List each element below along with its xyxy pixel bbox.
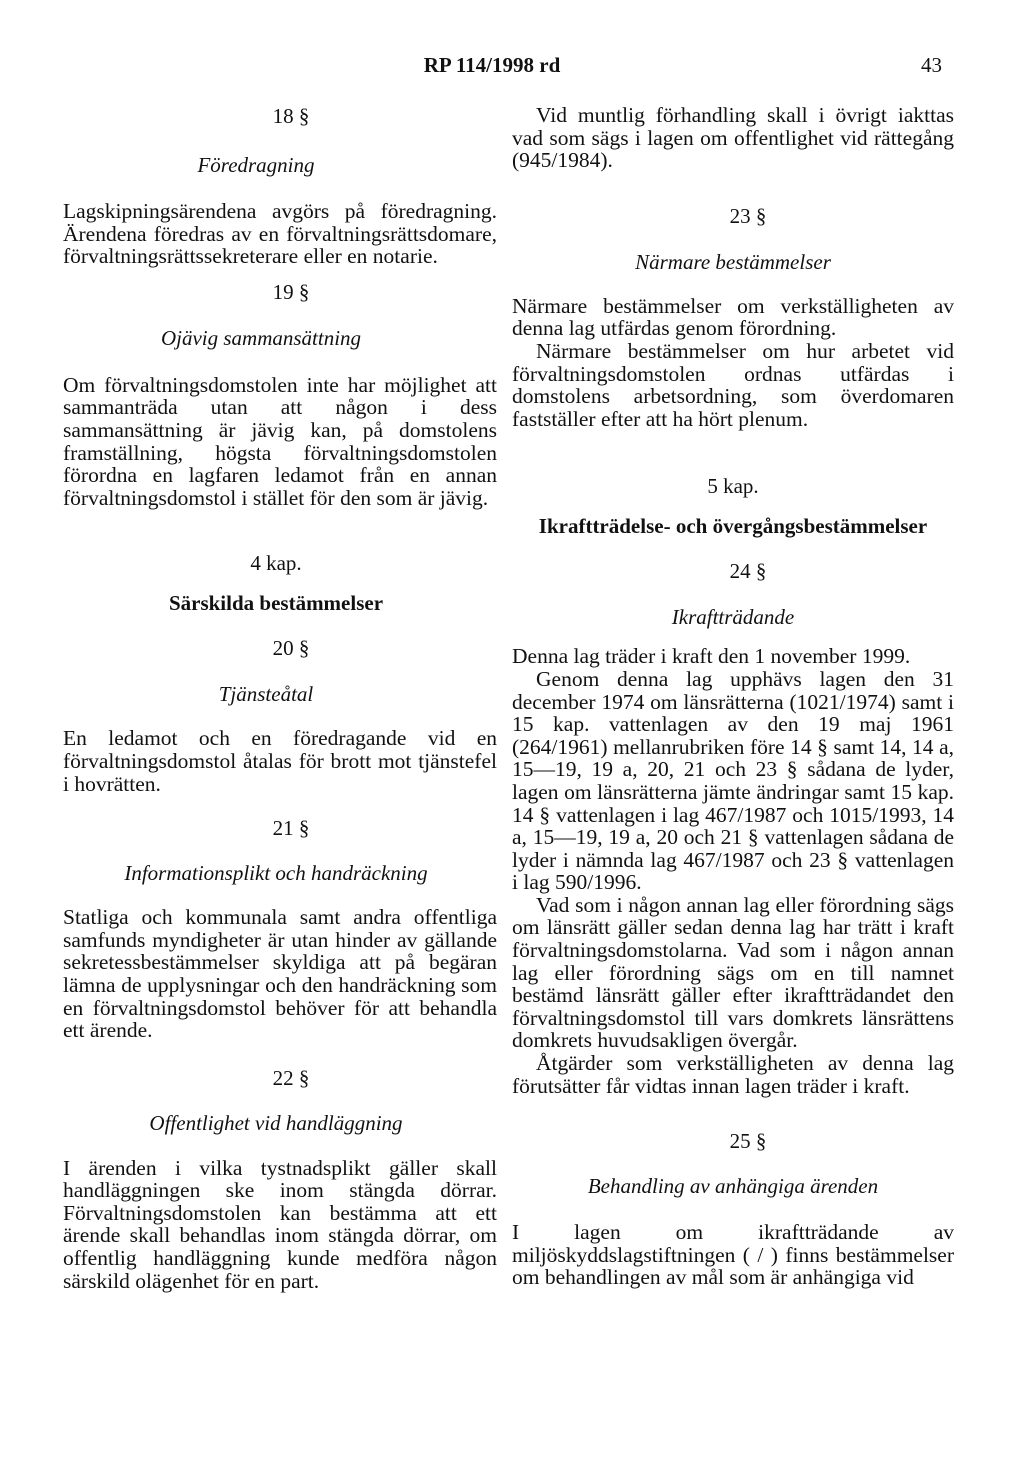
section-18-title: Föredragning [197,153,315,177]
section-22-title: Offentlighet vid handläggning [149,1110,403,1135]
section-23-number: 23 § [729,203,767,228]
section-19-paragraph: Om förvaltningsdomstolen inte har möjlighet att sammanträda utan att någon i dess sammansättning är jävig kan, på domstolens framställning, högsta förvaltningsdomstolen förordna en lagfaren ledamot från en annan förvaltningsdomstol i stället för den som är jävig. [63,372,497,510]
left-column [55,104,497,1292]
section-24-paragraph-4: Åtgärder som verkställigheten av denna lag förutsätter får vidtas innan lagen träder i kraft. [512,1051,954,1098]
chapter-5-title: Ikraftträdelse- och övergångsbestämmelser [538,514,928,539]
section-24-paragraph-3: Vad som i någon annan lag eller förordning sägs om länsrätt gäller sedan denna lag har trätt i kraft förvaltningsdomstolarna. Vad som i någon annan lag eller förordning sägs om en till namnet bestämd länsrätt gäller efter ikraftträdandet den förvaltningsdomstol till vars domkrets länsrättens domkrets huvudsakligen övergår. [512,892,954,1053]
document-id: RP 114/1998 rd [423,53,561,77]
section-20-title: Tjänsteåtal [218,682,314,707]
section-24-paragraph-1: Denna lag träder i kraft den 1 november 1999. [512,644,911,669]
section-24-paragraph-2: Genom denna lag upphävs lagen den 31 december 1974 om länsrätterna (1021/1974) samt i 15 kap. vattenlagen av den 19 maj 1961 (264/1961) mellanrubriken före 14 § samt 14, 14 a, 15—19, 19 a, 20, 21 och 23 § sådana de lyder, lagen om länsrätterna jämte ändringar samt 15 kap. 14 § vattenlagen i lag 467/1987 och 1015/1993, 14 a, 15—19, 19 a, 20 och 21 § vattenlagen sådana de lyder i nämnda lag 467/1987 och 23 § vattenlagen i lag 590/1996. [512,666,954,895]
section-19-title: Ojävig sammansättning [160,325,362,350]
section-18-number: 18 § [272,104,310,128]
section-21-title: Informationsplikt och handräckning [124,861,428,886]
section-25-title: Behandling av anhängiga ärenden [587,1174,879,1199]
section-23-title: Närmare bestämmelser [635,249,831,274]
chapter-4-title: Särskilda bestämmelser [168,591,384,616]
chapter-5-number: 5 kap. [707,474,759,499]
section-21-number: 21 § [272,816,310,841]
section-21-paragraph: Statliga och kommunala samt andra offentliga samfunds myndigheter är utan hinder av gällande sekretessbestämmelser skyldiga att på begäran lämna de upplysningar och den handräckning som en förvaltningsdomstol behöver för att behandla ett ärende. [63,905,497,1043]
page-header [0,52,1024,82]
section-18-paragraph: Lagskipningsärendena avgörs på föredragning. Ärendena föredras av en förvaltningsrättsdomare, förvaltningsrättssekreterare eller en notarie. [63,199,497,269]
continued-paragraph: Vid muntlig förhandling skall i övrigt iakttas vad som sägs i lagen om offentlighet vid rättegång (945/1984). [512,103,954,173]
page-number: 43 [921,53,942,77]
section-20-number: 20 § [272,636,310,661]
section-22-number: 22 § [272,1065,310,1090]
section-20-paragraph: En ledamot och en föredragande vid en förvaltningsdomstol åtalas för brott mot tjänstefel i hovrätten. [63,726,497,796]
section-22-paragraph: I ärenden i vilka tystnadsplikt gäller skall handläggningen ske inom stängda dörrar. Förvaltningsdomstolen kan bestämma att ett ärende skall behandlas inom stängda dörrar, om offentlig handläggning kunde medföra någon särskild olägenhet för en part. [63,1155,497,1293]
section-24-title: Ikraftträdande [671,605,795,630]
right-column [512,104,954,1289]
section-25-number: 25 § [729,1129,767,1154]
section-23-paragraph-1: Närmare bestämmelser om verkställigheten av denna lag utfärdas genom förordning. [512,293,954,341]
section-25-paragraph: I lagen om ikraftträdande av miljöskyddslagstiftningen ( / ) finns bestämmelser om behandlingen av mål som är anhängiga vid [512,1220,954,1290]
chapter-4-number: 4 kap. [250,551,302,576]
section-24-number: 24 § [729,559,767,584]
section-19-number: 19 § [272,279,310,304]
section-23-paragraph-2: Närmare bestämmelser om hur arbetet vid förvaltningsdomstolen ordnas utfärdas i domstolens arbetsordning, som överdomaren fastställer efter att ha hört plenum. [512,338,954,431]
